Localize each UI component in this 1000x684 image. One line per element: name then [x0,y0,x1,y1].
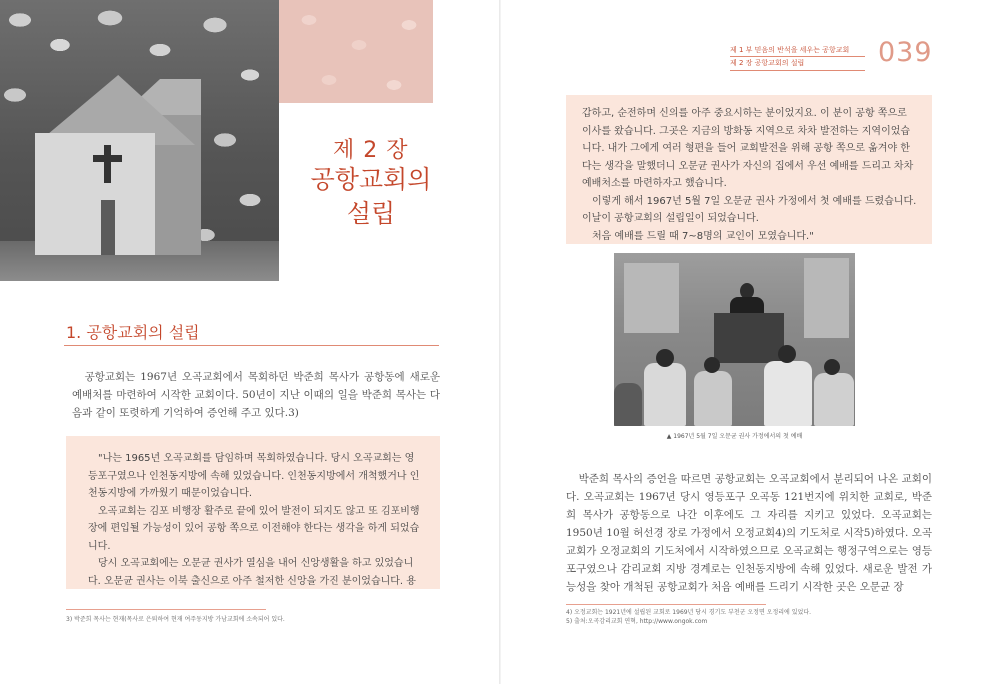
quote-paragraph: 이렇게 해서 1967년 5월 7일 오문균 권사 가정에서 첫 예배를 드렸습니다. 이날이 공항교회의 설립일이 되었습니다. [582,195,917,224]
church-model [35,75,205,255]
quote-box-left [66,436,440,589]
chapter-title [300,163,442,231]
quote-paragraph: 당시 오곡교회에는 오문균 권사가 열심을 내어 신앙생활을 하고 있었습니다. 오문균 권사는 이북 출신으로 아주 철저한 신앙을 가진 분이었습니다. 용 [88,558,416,587]
page-number: 039 [878,37,933,68]
running-head-part: 제 1 부 믿음의 반석을 세우는 공항교회 [730,46,850,54]
body-paragraph: 박준희 목사의 증언을 따르면 공항교회는 오곡교회에서 분리되어 나온 교회이다. 오곡교회는 1967년 당시 영등포구 오곡동 121번지에 위치한 교회로, 박준희 목사가 공항동으로 나간 이후에도 그 자리를 지키고 있었다. 오곡교회는 1950년 10월 허선경 장로 가정에서 오정교회4)의 기도처로 시작5)하였다. 오곡교회가 오정교회의 기도처에서 시작하였으므로 오곡교회는 행정구역으로는 영등포구였으나 감리교회 지방 경계로는 인천동지방에 속해 있었다. 새로운 발전 가능성을 찾아 개척된 공항교회가 처음 예배를 드리기 시작한 곳은 오문균 장 [566,473,932,593]
quote-paragraph: 처음 예배를 드릴 때 7~8명의 교인이 모였습니다." [592,230,814,242]
page-gutter [499,0,501,684]
footnote-rule [566,604,766,605]
footnote-rule [66,609,266,610]
quote-paragraph: 오곡교회는 김포 비행장 활주로 끝에 있어 발전이 되지도 않고 또 김포비행장에 편입될 가능성이 있어 공항 쪽으로 이전해야 한다는 생각을 하게 되었습니다. [88,505,420,552]
footnote: 5) 출처:오곡감리교회 연혁, http://www.ongok.com [566,618,708,625]
chapter-title-line1: 공항교회의 [310,165,432,194]
door [101,200,115,255]
quote-paragraph: "나는 1965년 오곡교회를 담임하며 목회하였습니다. 당시 오곡교회는 영등포구였으나 인천동지방에 속해 있었습니다. 인천동지방에서 개척했거나 인천동지방에 가까웠기 때문이었습니다. [88,453,420,499]
chapter-number: 제 2 장 [333,138,409,163]
footnote: 3) 박준희 목사는 현재(목사로 은퇴하여 현재 여주동지방 가남교회에 소속되어 있다. [66,616,285,623]
intro-paragraph: 공항교회는 1967년 오곡교회에서 목회하던 박준희 목사가 공항동에 새로운 예배처를 마련하여 시작한 교회이다. 50년이 지난 이때의 일을 박준희 목사는 다음과 같이 또렷하게 기억하여 증언해 주고 있다.3) [72,371,440,419]
first-worship-photo [614,253,855,426]
pulpit [714,313,784,363]
quote-paragraph: 갑하고, 순전하며 신의를 아주 중요시하는 분이었지요. 이 분이 공항 쪽으로 이사를 왔습니다. 그곳은 지금의 방화동 지역으로 차차 발전하는 지역이었습니다. 내가 그에게 여러 형편을 들어 교회발전을 위해 공항 쪽으로 옮겨야 한다는 생각을 말했더니 오문균 권사가 자신의 집에서 우선 예배를 드리고 차차 예배처소를 마련하자고 했습니다. [582,108,914,189]
running-head-chapter: 제 2 장 공항교회의 설립 [730,59,805,67]
section-rule [64,345,439,346]
footnote: 4) 오정교회는 1921년에 설립된 교회로 1969년 당시 경기도 부천군 오정면 오정리에 있었다. [566,609,812,616]
cross-icon [104,145,111,183]
photo-caption: ▲ 1967년 5월 7일 오문균 권사 가정에서의 첫 예배 [666,433,803,440]
footnotes [566,608,932,626]
church-model-photo [0,0,279,281]
quote-box-right [566,95,932,244]
chapter-title-line2: 설립 [346,199,396,228]
running-head [730,44,865,70]
section-heading: 1. 공항교회의 설립 [66,323,200,342]
